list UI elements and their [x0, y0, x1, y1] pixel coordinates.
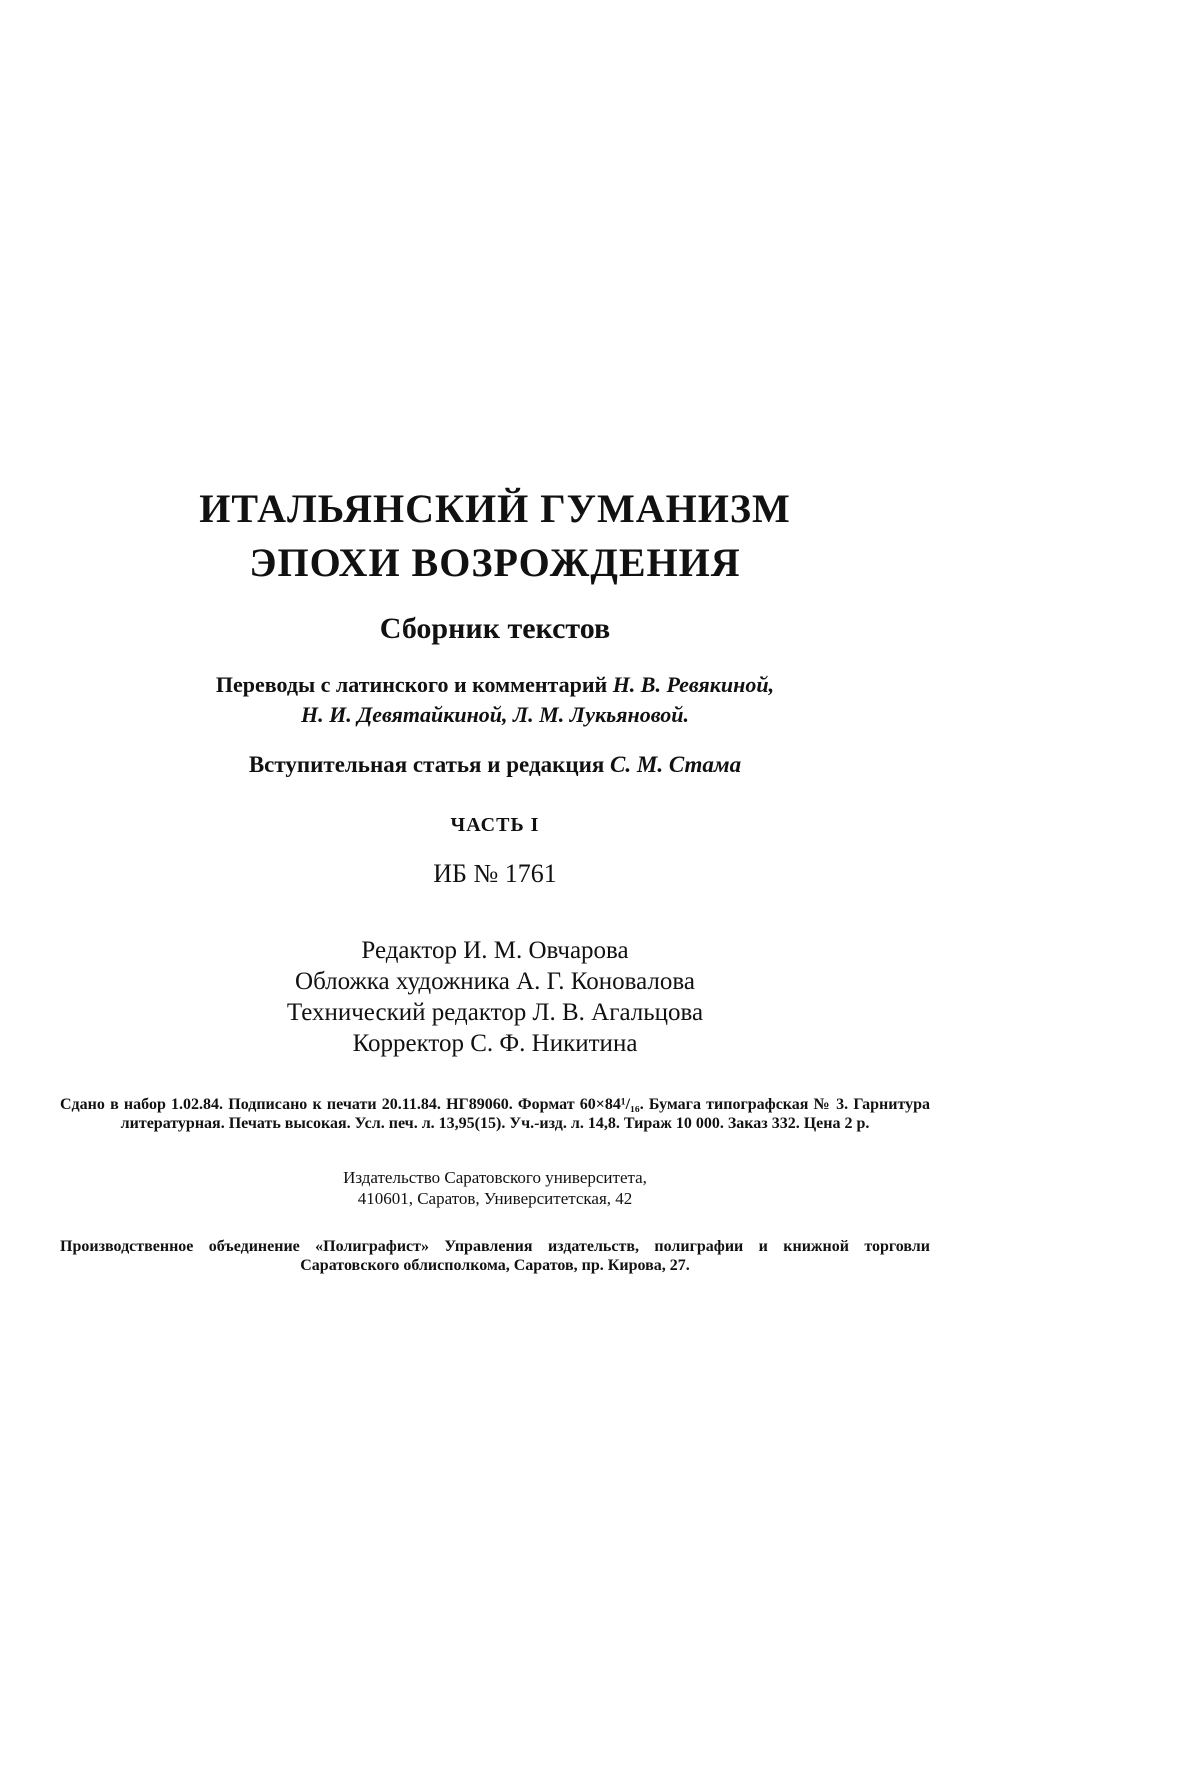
translator-name-3: Л. М. Лукьяновой.: [513, 702, 690, 727]
title-line-1: ИТАЛЬЯНСКИЙ ГУМАНИЗМ: [199, 486, 791, 531]
publisher-line-1: Издательство Саратовского университета,: [343, 1168, 647, 1187]
intro-credit: [60, 752, 930, 778]
translators-prefix: Переводы с латинского и комментарий: [215, 672, 613, 697]
printer-info: Производственное объединение «Полиграфист» Управления издательств, полиграфии и книжной торговли Саратовского облисполкома, Саратов, пр. Кирова, 27.: [60, 1238, 930, 1274]
translators-credit: [60, 670, 930, 730]
translator-name-1: Н. В. Ревякиной,: [612, 672, 775, 697]
book-title: [60, 482, 930, 590]
staff-list: [60, 935, 930, 1059]
ib-number: ИБ № 1761: [433, 859, 557, 888]
staff-proofreader: Корректор С. Ф. Никитина: [352, 1030, 638, 1057]
publisher-info: [60, 1167, 930, 1209]
subtitle: Сборник текстов: [379, 612, 611, 645]
title-line-2: ЭПОХИ ВОЗРОЖДЕНИЯ: [249, 540, 741, 585]
publisher-line-2: 410601, Саратов, Университетская, 42: [357, 1189, 633, 1208]
staff-cover-artist: Обложка художника А. Г. Коновалова: [295, 968, 695, 995]
intro-prefix: Вступительная статья и редакция: [248, 752, 611, 777]
print-details: Сдано в набор 1.02.84. Подписано к печати 20.11.84. НГ89060. Формат 60×84¹/₁₆. Бумага типографская № 3. Гарнитура литературная. Печать высокая. Усл. печ. л. 13,95(15). Уч.-изд. л. 14,8. Тираж 10 000. Заказ 332. Цена 2 р.: [60, 1096, 930, 1132]
staff-editor: Редактор И. М. Овчарова: [361, 937, 629, 964]
staff-technical-editor: Технический редактор Л. В. Агальцова: [286, 999, 704, 1026]
imprint-page: [60, 482, 930, 1275]
part-label: ЧАСТЬ I: [450, 814, 540, 836]
intro-editor-name: С. М. Стама: [610, 752, 742, 777]
translator-name-2: Н. И. Девятайкиной,: [300, 702, 508, 727]
